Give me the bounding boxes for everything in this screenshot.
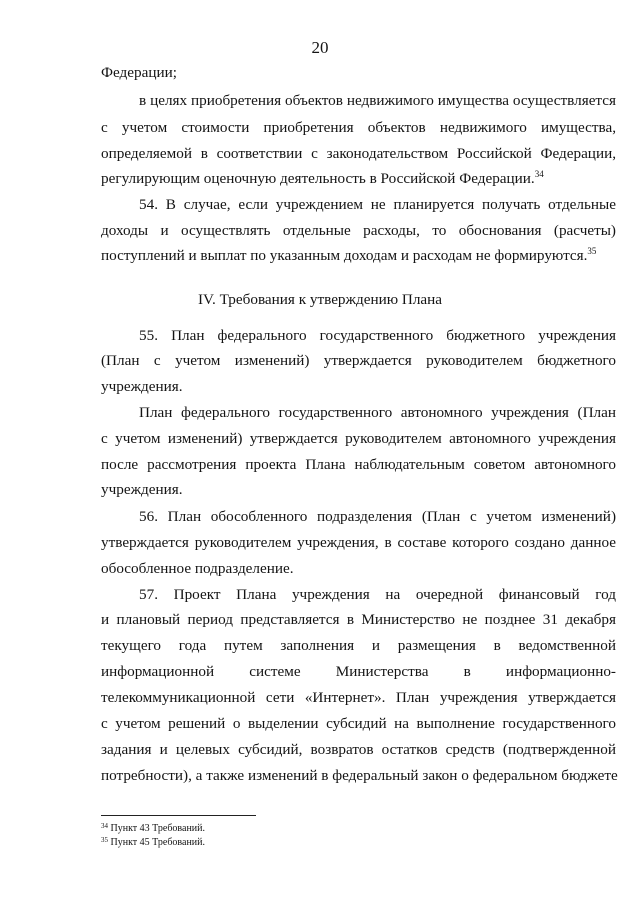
text-line: обособленное подразделение. <box>101 560 294 577</box>
text-line: с учетом стоимости приобретения объектов недвижимого имущества, <box>101 119 616 136</box>
text-line: с учетом изменений) утверждается руководителем автономного учреждения <box>101 430 616 447</box>
text-line: после рассмотрения проекта Плана наблюдательным советом автономного <box>101 456 616 473</box>
text-line: учреждения. <box>101 378 183 395</box>
footnote-ref: 35 <box>587 246 597 256</box>
text-line: поступлений и выплат по указанным доходам и расходам не формируются.$^{35}$ <box>101 246 597 264</box>
footnote: $^{35}$ Пункт 45 Требований. <box>101 836 206 848</box>
text-line: и плановый период представляется в Министерство не позднее 31 декабря <box>101 611 616 628</box>
text-line: телекоммуникационной сети «Интернет». План учреждения утверждается <box>101 689 616 706</box>
text-line: текущего года путем заполнения и размещения в ведомственной <box>101 637 616 654</box>
text-line: утверждается руководителем учреждения, в составе которого создано данное <box>101 534 616 551</box>
text-line: в целях приобретения объектов недвижимого имущества осуществляется <box>139 92 616 109</box>
footnote-number: 35 <box>101 836 108 844</box>
text-line: Федерации; <box>101 64 177 81</box>
text-line: регулирующим оценочную деятельность в Российской Федерации.$^{34}$ <box>101 169 544 187</box>
footnote-separator <box>101 815 256 816</box>
text-line: План федерального государственного автономного учреждения (План <box>139 404 616 421</box>
text-line: потребности), а также изменений в федеральный закон о федеральном бюджете <box>101 767 618 784</box>
text-line: (План с учетом изменений) утверждается руководителем бюджетного <box>101 352 616 369</box>
text-line: с учетом решений о выделении субсидий на выполнение государственного <box>101 715 616 732</box>
paragraph-55-line: 55. План федерального государственного бюджетного учреждения <box>139 327 616 344</box>
paragraph-54-line: 54. В случае, если учреждением не планируется получать отдельные <box>139 196 616 213</box>
text-line: определяемой в соответствии с законодательством Российской Федерации, <box>101 145 616 162</box>
section-heading: IV. Требования к утверждению Плана <box>197 291 443 308</box>
paragraph-56-line: 56. План обособленного подразделения (План с учетом изменений) <box>139 508 616 525</box>
footnote-ref: 34 <box>534 169 544 179</box>
footnote: $^{34}$ Пункт 43 Требований. <box>101 822 206 834</box>
footnote-number: 34 <box>101 822 108 830</box>
text-line: задания и целевых субсидий, возвратов остатков средств (подтвержденной <box>101 741 616 758</box>
paragraph-57-line: 57. Проект Плана учреждения на очередной финансовый год <box>139 586 616 603</box>
page-number: 20 <box>311 38 329 57</box>
text-line: учреждения. <box>101 481 183 498</box>
text-line: информационной системе Министерства в информационно- <box>101 663 616 680</box>
text-line: доходы и осуществлять отдельные расходы, то обоснования (расчеты) <box>101 222 616 239</box>
